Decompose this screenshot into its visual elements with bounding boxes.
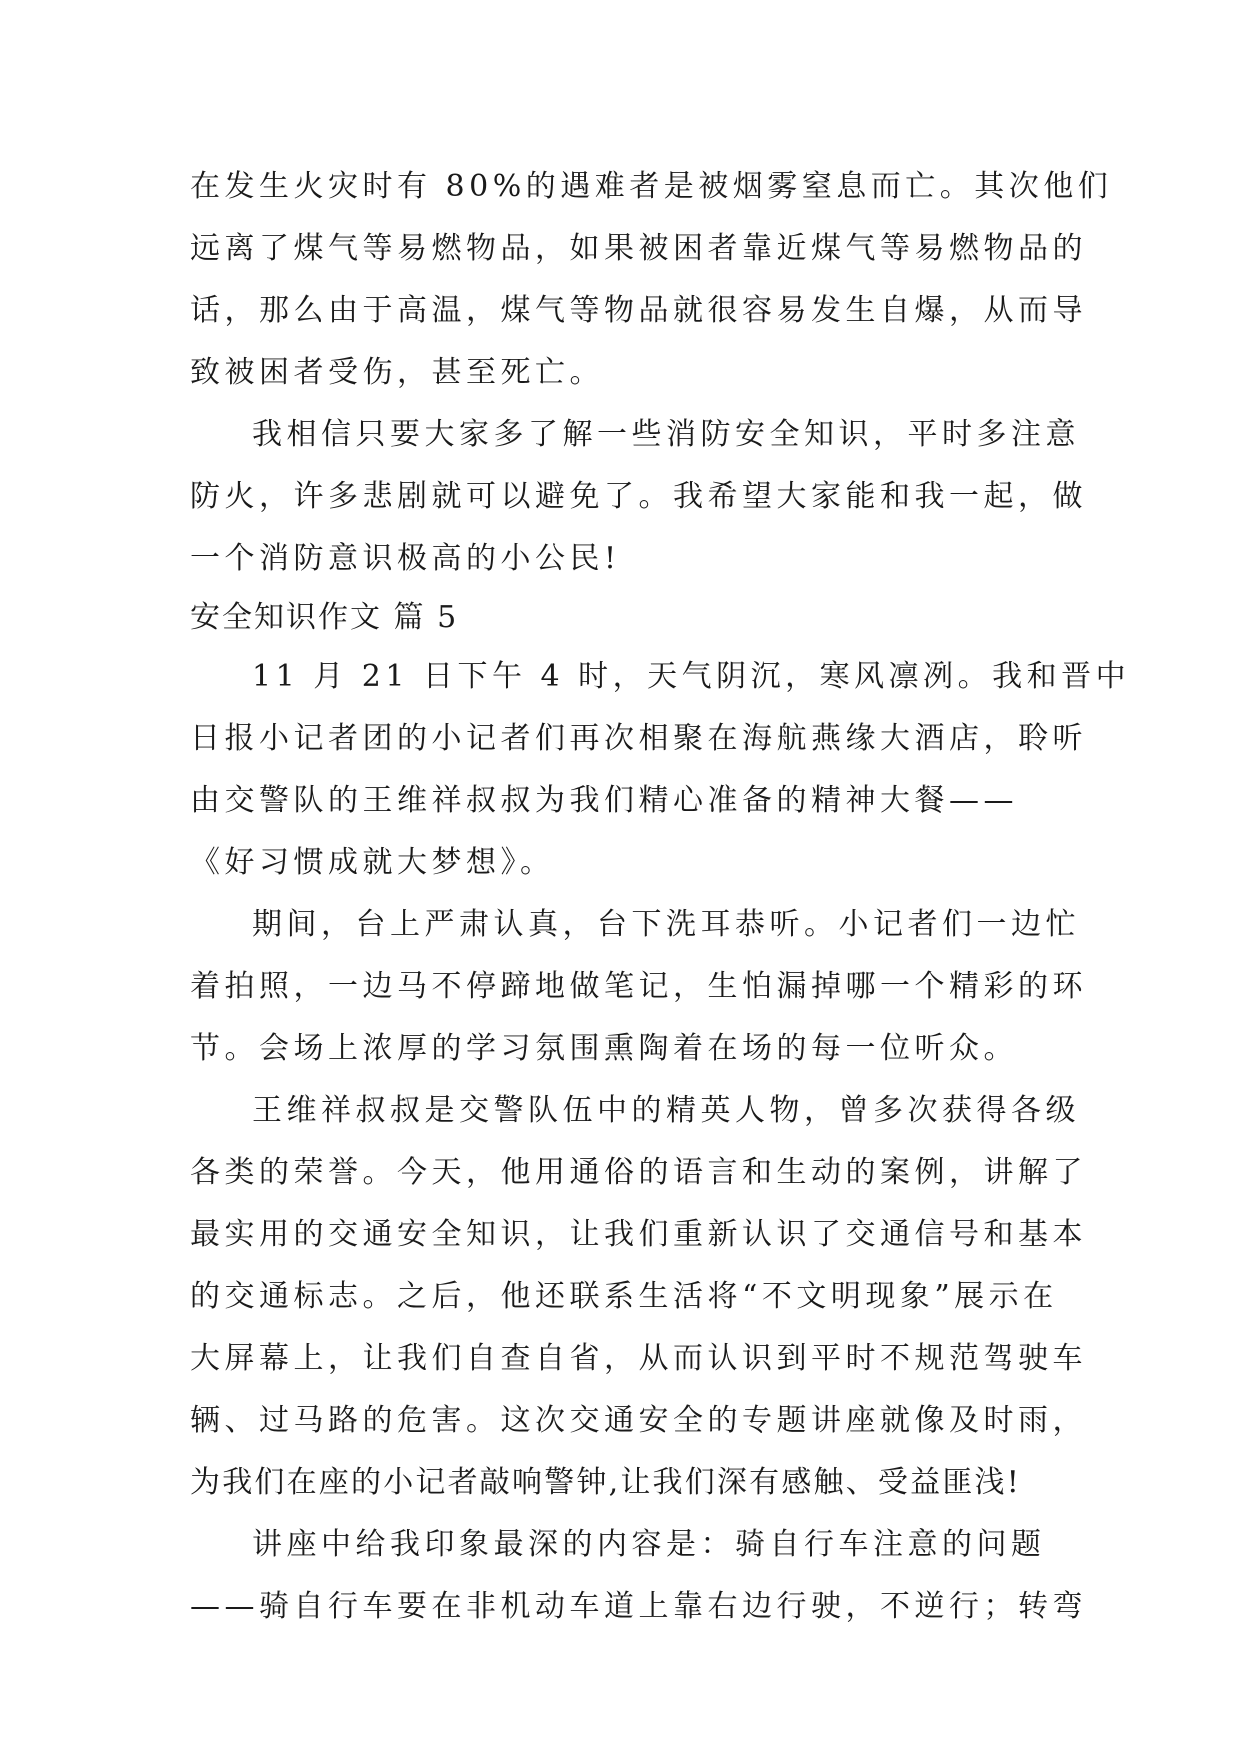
paragraph-line: 讲座中给我印象最深的内容是：骑自行车注意的问题: [252, 1527, 1046, 1562]
paragraph-line: 最实用的交通安全知识，让我们重新认识了交通信号和基本: [190, 1217, 1087, 1252]
paragraph-line: 各类的荣誉。今天，他用通俗的语言和生动的案例，讲解了: [190, 1155, 1087, 1190]
paragraph-line: 在发生火灾时有 80%的遇难者是被烟雾窒息而亡。其次他们: [190, 169, 1113, 204]
paragraph-line: 的交通标志。之后，他还联系生活将“不文明现象”展示在: [190, 1279, 1058, 1314]
paragraph-line: 大屏幕上，让我们自查自省，从而认识到平时不规范驾驶车: [190, 1341, 1087, 1376]
paragraph-line: ——骑自行车要在非机动车道上靠右边行驶，不逆行；转弯: [190, 1589, 1087, 1624]
paragraph-line: 节。会场上浓厚的学习氛围熏陶着在场的每一位听众。: [190, 1031, 1018, 1066]
paragraph-line: 辆、过马路的危害。这次交通安全的专题讲座就像及时雨，: [190, 1403, 1087, 1438]
document-body: [190, 156, 1131, 1638]
paragraph-line: 一个消防意识极高的小公民!: [190, 541, 621, 576]
paragraph-line: 致被困者受伤，甚至死亡。: [190, 355, 604, 390]
paragraph-line: 王维祥叔叔是交警队伍中的精英人物，曾多次获得各级: [252, 1093, 1080, 1128]
paragraph-line: 《好习惯成就大梦想》。: [190, 845, 555, 880]
section-heading: 安全知识作文 篇 5: [190, 600, 459, 635]
paragraph-line: 着拍照，一边马不停蹄地做笔记，生怕漏掉哪一个精彩的环: [190, 969, 1087, 1004]
paragraph-line: 话，那么由于高温，煤气等物品就很容易发生自爆，从而导: [190, 293, 1087, 328]
paragraph-line: 我相信只要大家多了解一些消防安全知识，平时多注意: [252, 417, 1080, 452]
paragraph-line: 11 月 21 日下午 4 时，天气阴沉，寒风凛冽。我和晋中: [252, 659, 1131, 694]
paragraph-line: 由交警队的王维祥叔叔为我们精心准备的精神大餐——: [190, 783, 1018, 818]
paragraph-line: 防火，许多悲剧就可以避免了。我希望大家能和我一起，做: [190, 479, 1087, 514]
paragraph-line: 为我们在座的小记者敲响警钟,让我们深有感触、受益匪浅!: [190, 1465, 1021, 1500]
paragraph-line: 期间，台上严肃认真，台下洗耳恭听。小记者们一边忙: [252, 907, 1080, 942]
paragraph-line: 日报小记者团的小记者们再次相聚在海航燕缘大酒店，聆听: [190, 721, 1087, 756]
paragraph-line: 远离了煤气等易燃物品，如果被困者靠近煤气等易燃物品的: [190, 231, 1087, 266]
